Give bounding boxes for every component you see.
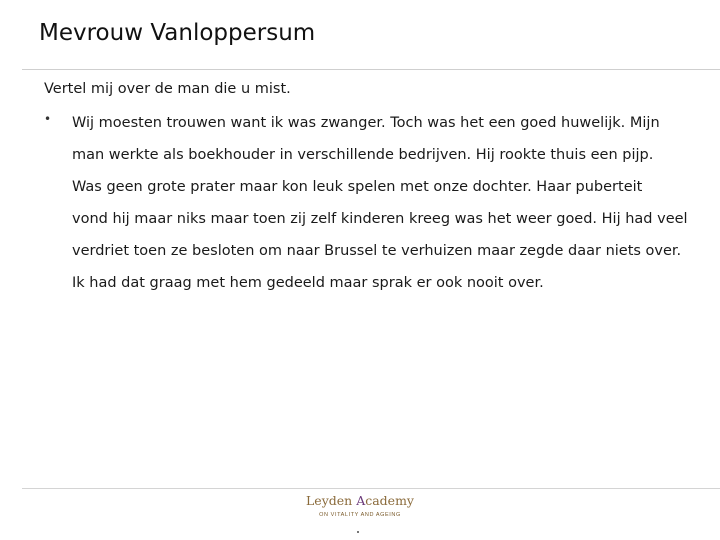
title-divider: [22, 69, 720, 70]
bullet-line: Wij moesten trouwen want ik was zwanger. Toch was het een goed huwelijk. Mijn: [72, 115, 660, 131]
footer-dot: [357, 531, 359, 533]
question-text: Vertel mij over de man die u mist.: [44, 81, 291, 97]
logo-name-part: cademy: [365, 493, 414, 508]
slide-title: Mevrouw Vanloppersum: [39, 20, 316, 46]
leyden-academy-logo: [300, 493, 420, 518]
logo-name-accent: A: [356, 493, 366, 508]
bullet-paragraph: [72, 107, 702, 299]
logo-tagline: ON VITALITY AND AGEING: [319, 512, 401, 518]
bullet-line: man werkte als boekhouder in verschillende bedrijven. Hij rookte thuis een pijp.: [72, 147, 654, 163]
footer-divider: [22, 488, 720, 489]
bullet-line: Ik had dat graag met hem gedeeld maar sprak er ook nooit over.: [72, 275, 544, 291]
bullet-line: vond hij maar niks maar toen zij zelf kinderen kreeg was het weer goed. Hij had veel: [72, 211, 688, 227]
bullet-line: Was geen grote prater maar kon leuk spelen met onze dochter. Haar puberteit: [72, 179, 643, 195]
logo-name-part: Leyden: [306, 493, 357, 508]
logo-name: [300, 493, 420, 508]
bullet-marker: •: [44, 112, 52, 126]
bullet-line: verdriet toen ze besloten om naar Brussel te verhuizen maar zegde daar niets over.: [72, 243, 682, 259]
